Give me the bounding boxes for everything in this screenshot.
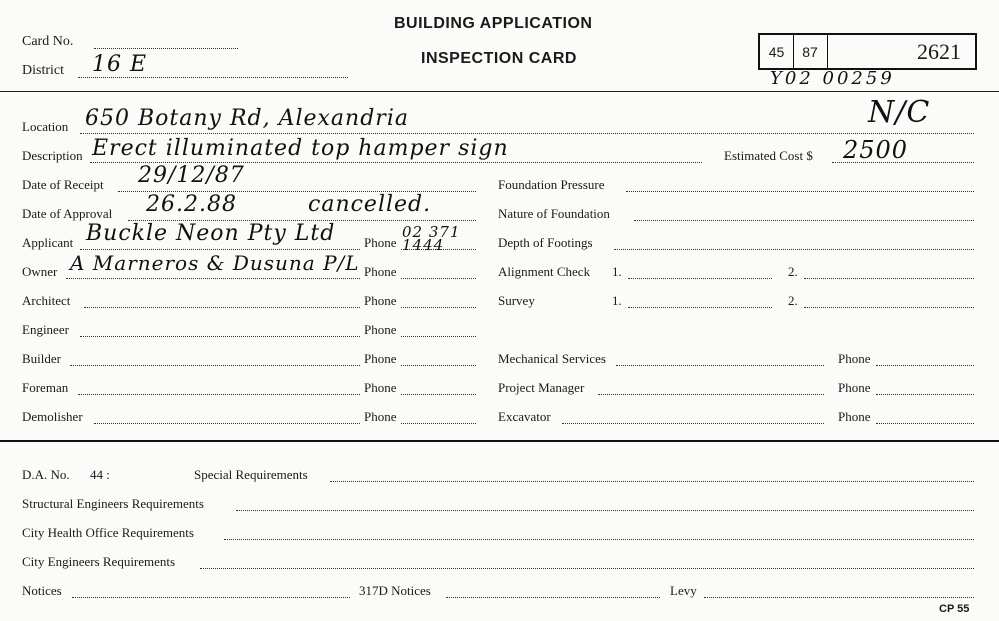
date-of-approval-label: Date of Approval [22, 206, 113, 221]
notices-label: Notices [22, 583, 62, 598]
district-label: District [22, 63, 64, 78]
section-divider [0, 440, 999, 442]
survey-1-leader [628, 307, 772, 308]
card-number-box [758, 33, 977, 70]
description-label: Description [22, 148, 83, 163]
district-leader [78, 77, 348, 78]
mechanical-services-phone-leader [876, 365, 974, 366]
builder-leader [70, 365, 360, 366]
notices-317d-label: 317D Notices [359, 583, 431, 598]
form-title: BUILDING APPLICATION [394, 15, 593, 32]
estimated-cost-value: 2500 [843, 136, 909, 164]
da-no-value: 44 : [90, 467, 110, 482]
architect-label: Architect [22, 293, 71, 308]
foreman-phone-leader [401, 394, 476, 395]
special-requirements-label: Special Requirements [194, 467, 308, 482]
alignment-check-2-leader [804, 278, 974, 279]
card-no-leader [94, 48, 238, 49]
nature-of-foundation-leader [634, 220, 974, 221]
city-engineers-leader [200, 568, 974, 569]
form-subtitle: INSPECTION CARD [421, 50, 577, 67]
handwritten-nc: N/C [868, 95, 931, 130]
card-number-cell-1: 45 [760, 35, 794, 68]
alignment-check-label: Alignment Check [498, 264, 591, 279]
notices-317d-leader [446, 597, 660, 598]
project-manager-label: Project Manager [498, 380, 585, 395]
depth-of-footings-leader [614, 249, 974, 250]
demolisher-phone-label: Phone [364, 409, 397, 424]
applicant-phone-value: 02 371 1444 [402, 223, 461, 254]
district-value: 16 E [92, 52, 148, 77]
applicant-value: Buckle Neon Pty Ltd [86, 221, 336, 246]
nature-of-foundation-label: Nature of Foundation [498, 206, 610, 221]
mechanical-services-phone-label: Phone [838, 351, 871, 366]
handwritten-reference: Y02 00259 [770, 68, 895, 89]
foreman-label: Foreman [22, 380, 69, 395]
card-number-cell-2: 87 [793, 35, 828, 68]
project-manager-leader [598, 394, 824, 395]
architect-phone-leader [401, 307, 476, 308]
form-code: CP 55 [939, 603, 970, 615]
da-no-label: D.A. No. [22, 467, 70, 482]
survey-2-leader [804, 307, 974, 308]
architect-leader [84, 307, 360, 308]
excavator-phone-leader [876, 423, 974, 424]
alignment-check-1-leader [628, 278, 772, 279]
applicant-leader [80, 249, 360, 250]
special-requirements-leader [330, 481, 974, 482]
card-number-cell-3: 2621 [917, 38, 961, 64]
city-engineers-label: City Engineers Requirements [22, 554, 176, 569]
builder-label: Builder [22, 351, 61, 366]
location-value: 650 Botany Rd, Alexandria [85, 106, 409, 131]
levy-leader [704, 597, 974, 598]
owner-phone-leader [401, 278, 476, 279]
project-manager-phone-label: Phone [838, 380, 871, 395]
excavator-phone-label: Phone [838, 409, 871, 424]
foreman-phone-label: Phone [364, 380, 397, 395]
date-of-approval-value: 26.2.88 [146, 192, 237, 217]
engineer-phone-label: Phone [364, 322, 397, 337]
header-divider [0, 91, 999, 92]
engineer-label: Engineer [22, 322, 69, 337]
card-no-label: Card No. [22, 34, 74, 49]
engineer-leader [80, 336, 360, 337]
alignment-check-1-label: 1. [612, 264, 622, 279]
demolisher-label: Demolisher [22, 409, 83, 424]
structural-engineers-leader [236, 510, 974, 511]
owner-leader [66, 278, 360, 279]
date-of-receipt-value: 29/12/87 [138, 163, 245, 188]
builder-phone-label: Phone [364, 351, 397, 366]
survey-label: Survey [498, 293, 535, 308]
structural-engineers-label: Structural Engineers Requirements [22, 496, 204, 511]
excavator-label: Excavator [498, 409, 551, 424]
location-label: Location [22, 119, 69, 134]
description-value: Erect illuminated top hamper sign [92, 136, 509, 161]
excavator-leader [562, 423, 824, 424]
owner-label: Owner [22, 264, 58, 279]
demolisher-phone-leader [401, 423, 476, 424]
applicant-label: Applicant [22, 235, 74, 250]
engineer-phone-leader [401, 336, 476, 337]
estimated-cost-label: Estimated Cost $ [724, 148, 813, 163]
survey-2-label: 2. [788, 293, 798, 308]
date-of-receipt-label: Date of Receipt [22, 177, 104, 192]
owner-value: A Marneros & Dusuna P/L [70, 251, 360, 275]
project-manager-phone-leader [876, 394, 974, 395]
notices-leader [72, 597, 350, 598]
location-leader [80, 133, 974, 134]
mechanical-services-leader [616, 365, 824, 366]
city-health-leader [224, 539, 974, 540]
foundation-pressure-leader [626, 191, 974, 192]
owner-phone-label: Phone [364, 264, 397, 279]
cancelled-note: cancelled. [308, 192, 432, 217]
survey-1-label: 1. [612, 293, 622, 308]
demolisher-leader [94, 423, 360, 424]
foundation-pressure-label: Foundation Pressure [498, 177, 605, 192]
applicant-phone-label: Phone [364, 235, 397, 250]
levy-label: Levy [670, 583, 697, 598]
foreman-leader [78, 394, 360, 395]
alignment-check-2-label: 2. [788, 264, 798, 279]
mechanical-services-label: Mechanical Services [498, 351, 606, 366]
city-health-label: City Health Office Requirements [22, 525, 194, 540]
builder-phone-leader [401, 365, 476, 366]
depth-of-footings-label: Depth of Footings [498, 235, 593, 250]
architect-phone-label: Phone [364, 293, 397, 308]
